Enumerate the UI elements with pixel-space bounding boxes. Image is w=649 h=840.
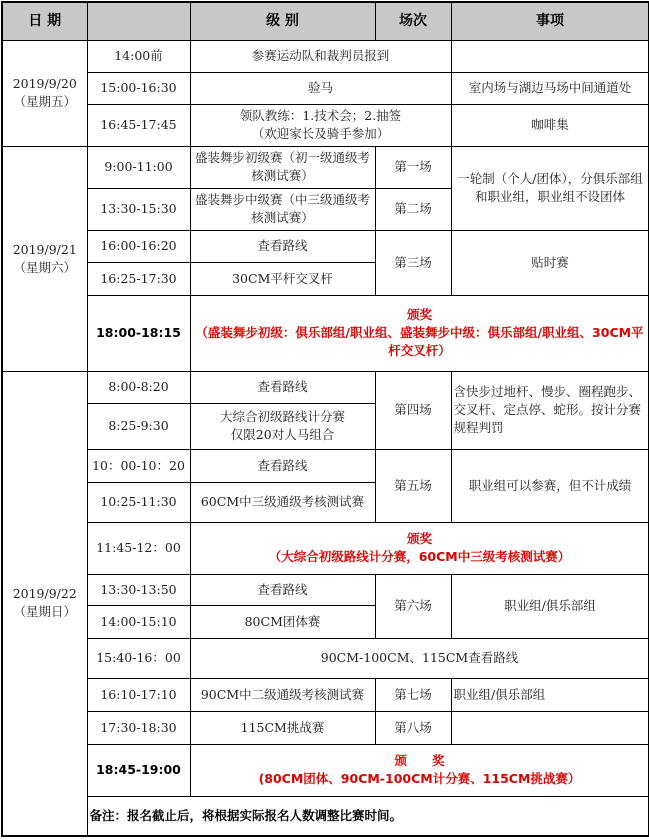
event-cell: 查看路线 — [190, 449, 375, 482]
table-row — [2, 230, 649, 262]
award-cell — [190, 744, 649, 796]
event-cell: 查看路线 — [190, 230, 375, 262]
date-cell — [2, 40, 87, 146]
table-row — [2, 638, 649, 678]
event-cell: 查看路线 — [190, 371, 375, 403]
date: 2019/9/21 — [12, 241, 77, 257]
table-row — [2, 40, 649, 72]
table-row — [2, 104, 649, 146]
session-cell: 第二场 — [375, 188, 451, 230]
table-row — [2, 574, 649, 605]
header-time — [87, 2, 190, 40]
header-date: 日 期 — [2, 2, 87, 40]
table-row — [2, 678, 649, 711]
award-cell — [190, 295, 649, 371]
award-detail: (80CM团体、90CM-100CM计分赛、115CM挑战赛） — [258, 771, 581, 786]
session-cell: 第三场 — [375, 230, 451, 295]
table-row — [2, 72, 649, 104]
header-level: 级 别 — [190, 2, 375, 40]
time-cell: 15:00-16:30 — [87, 72, 190, 104]
schedule-table — [1, 1, 649, 837]
award-title: 颁奖 — [406, 307, 432, 322]
time-cell: 18:00-18:15 — [87, 295, 190, 371]
award-row — [2, 295, 649, 371]
event-line: 仅限20对人马组合 — [230, 427, 335, 442]
time-cell: 13:30-13:50 — [87, 574, 190, 605]
note-cell — [451, 711, 649, 744]
note-cell: 职业组/俱乐部组 — [451, 574, 649, 638]
time-cell: 9:00-11:00 — [87, 146, 190, 188]
time-cell: 16:10-17:10 — [87, 678, 190, 711]
date: 2019/9/20 — [12, 76, 77, 91]
session-cell: 第五场 — [375, 449, 451, 522]
event-cell: 盛装舞步中级赛（中三级通级考核测试赛） — [190, 188, 375, 230]
event-cell: 30CM平杆交叉杆 — [190, 262, 375, 295]
time-cell: 13:30-15:30 — [87, 188, 190, 230]
note-cell: 职业组/俱乐部组 — [451, 678, 649, 711]
footer-note: 备注：报名截止后，将根据实际报名人数调整比赛时间。 — [87, 796, 649, 836]
event-cell — [190, 403, 375, 449]
event-cell: 60CM中三级通级考核测试赛 — [190, 482, 375, 522]
event-cell: 查看路线 — [190, 574, 375, 605]
weekday: （星期日） — [13, 604, 76, 620]
session-cell: 第一场 — [375, 146, 451, 188]
time-cell: 8:00-8:20 — [87, 371, 190, 403]
event-cell: 盛装舞步初级赛（初一级通级考核测试赛） — [190, 146, 375, 188]
award-detail: （盛装舞步初级：俱乐部组/职业组、盛装舞步中级：俱乐部组/职业组、30CM平杆交叉杆） — [195, 325, 644, 358]
table-row — [2, 146, 649, 188]
event-cell: 验马 — [190, 72, 451, 104]
award-detail: （大综合初级路线计分赛，60CM中三级考核测试赛） — [268, 549, 571, 564]
time-cell: 16:00-16:20 — [87, 230, 190, 262]
time-cell: 10：00-10：20 — [87, 449, 190, 482]
note-cell — [451, 40, 649, 72]
session-cell: 第六场 — [375, 574, 451, 638]
award-row — [2, 744, 649, 796]
event-cell: 80CM团体赛 — [190, 605, 375, 638]
footer-row — [2, 796, 649, 836]
date-cell — [2, 146, 87, 371]
note-cell: 室内场与湖边马场中间通道处 — [451, 72, 649, 104]
weekday: （星期六） — [13, 259, 76, 275]
header-matters: 事项 — [451, 2, 649, 40]
time-cell: 16:45-17:45 — [87, 104, 190, 146]
time-cell: 17:30-18:30 — [87, 711, 190, 744]
header-session: 场次 — [375, 2, 451, 40]
table-row — [2, 449, 649, 482]
header-row — [2, 2, 649, 40]
time-cell: 11:45-12：00 — [87, 522, 190, 574]
session-cell: 第四场 — [375, 371, 451, 449]
event-cell — [190, 104, 451, 146]
event-line: （欢迎家长及骑手参加） — [251, 126, 390, 141]
note-cell: 一轮制（个人/团体），分俱乐部组和职业组，职业组不设团体 — [451, 146, 649, 230]
time-cell: 14:00-15:10 — [87, 605, 190, 638]
session-cell: 第八场 — [375, 711, 451, 744]
note-cell: 职业组可以参赛，但不计成绩 — [451, 449, 649, 522]
award-cell — [190, 522, 649, 574]
note-cell: 含快步过地杆、慢步、圈程跑步、交叉杆、定点停、蛇形。按计分赛规程判罚 — [451, 371, 649, 449]
event-line: 领队教练：1.技术会；2.抽签 — [239, 108, 402, 123]
event-line: 大综合初级路线计分赛 — [219, 409, 345, 424]
time-cell: 10:25-11:30 — [87, 482, 190, 522]
note-cell: 咖啡集 — [451, 104, 649, 146]
award-title: 颁 奖 — [394, 753, 445, 768]
award-row — [2, 522, 649, 574]
date: 2019/9/22 — [12, 586, 77, 602]
event-cell: 90CM中二级通级考核测试赛 — [190, 678, 375, 711]
event-cell: 参赛运动队和裁判员报到 — [190, 40, 451, 72]
weekday: （星期五） — [13, 94, 76, 109]
award-title: 颁奖 — [406, 531, 432, 546]
date-cell — [2, 371, 87, 836]
table-row — [2, 711, 649, 744]
time-cell: 8:25-9:30 — [87, 403, 190, 449]
event-cell: 115CM挑战赛 — [190, 711, 375, 744]
time-cell: 15:40-16：00 — [87, 638, 190, 678]
time-cell: 16:25-17:30 — [87, 262, 190, 295]
time-cell: 14:00前 — [87, 40, 190, 72]
session-cell: 第七场 — [375, 678, 451, 711]
event-cell: 90CM-100CM、115CM查看路线 — [190, 638, 649, 678]
note-cell: 贴时赛 — [451, 230, 649, 295]
time-cell: 18:45-19:00 — [87, 744, 190, 796]
table-row — [2, 371, 649, 403]
